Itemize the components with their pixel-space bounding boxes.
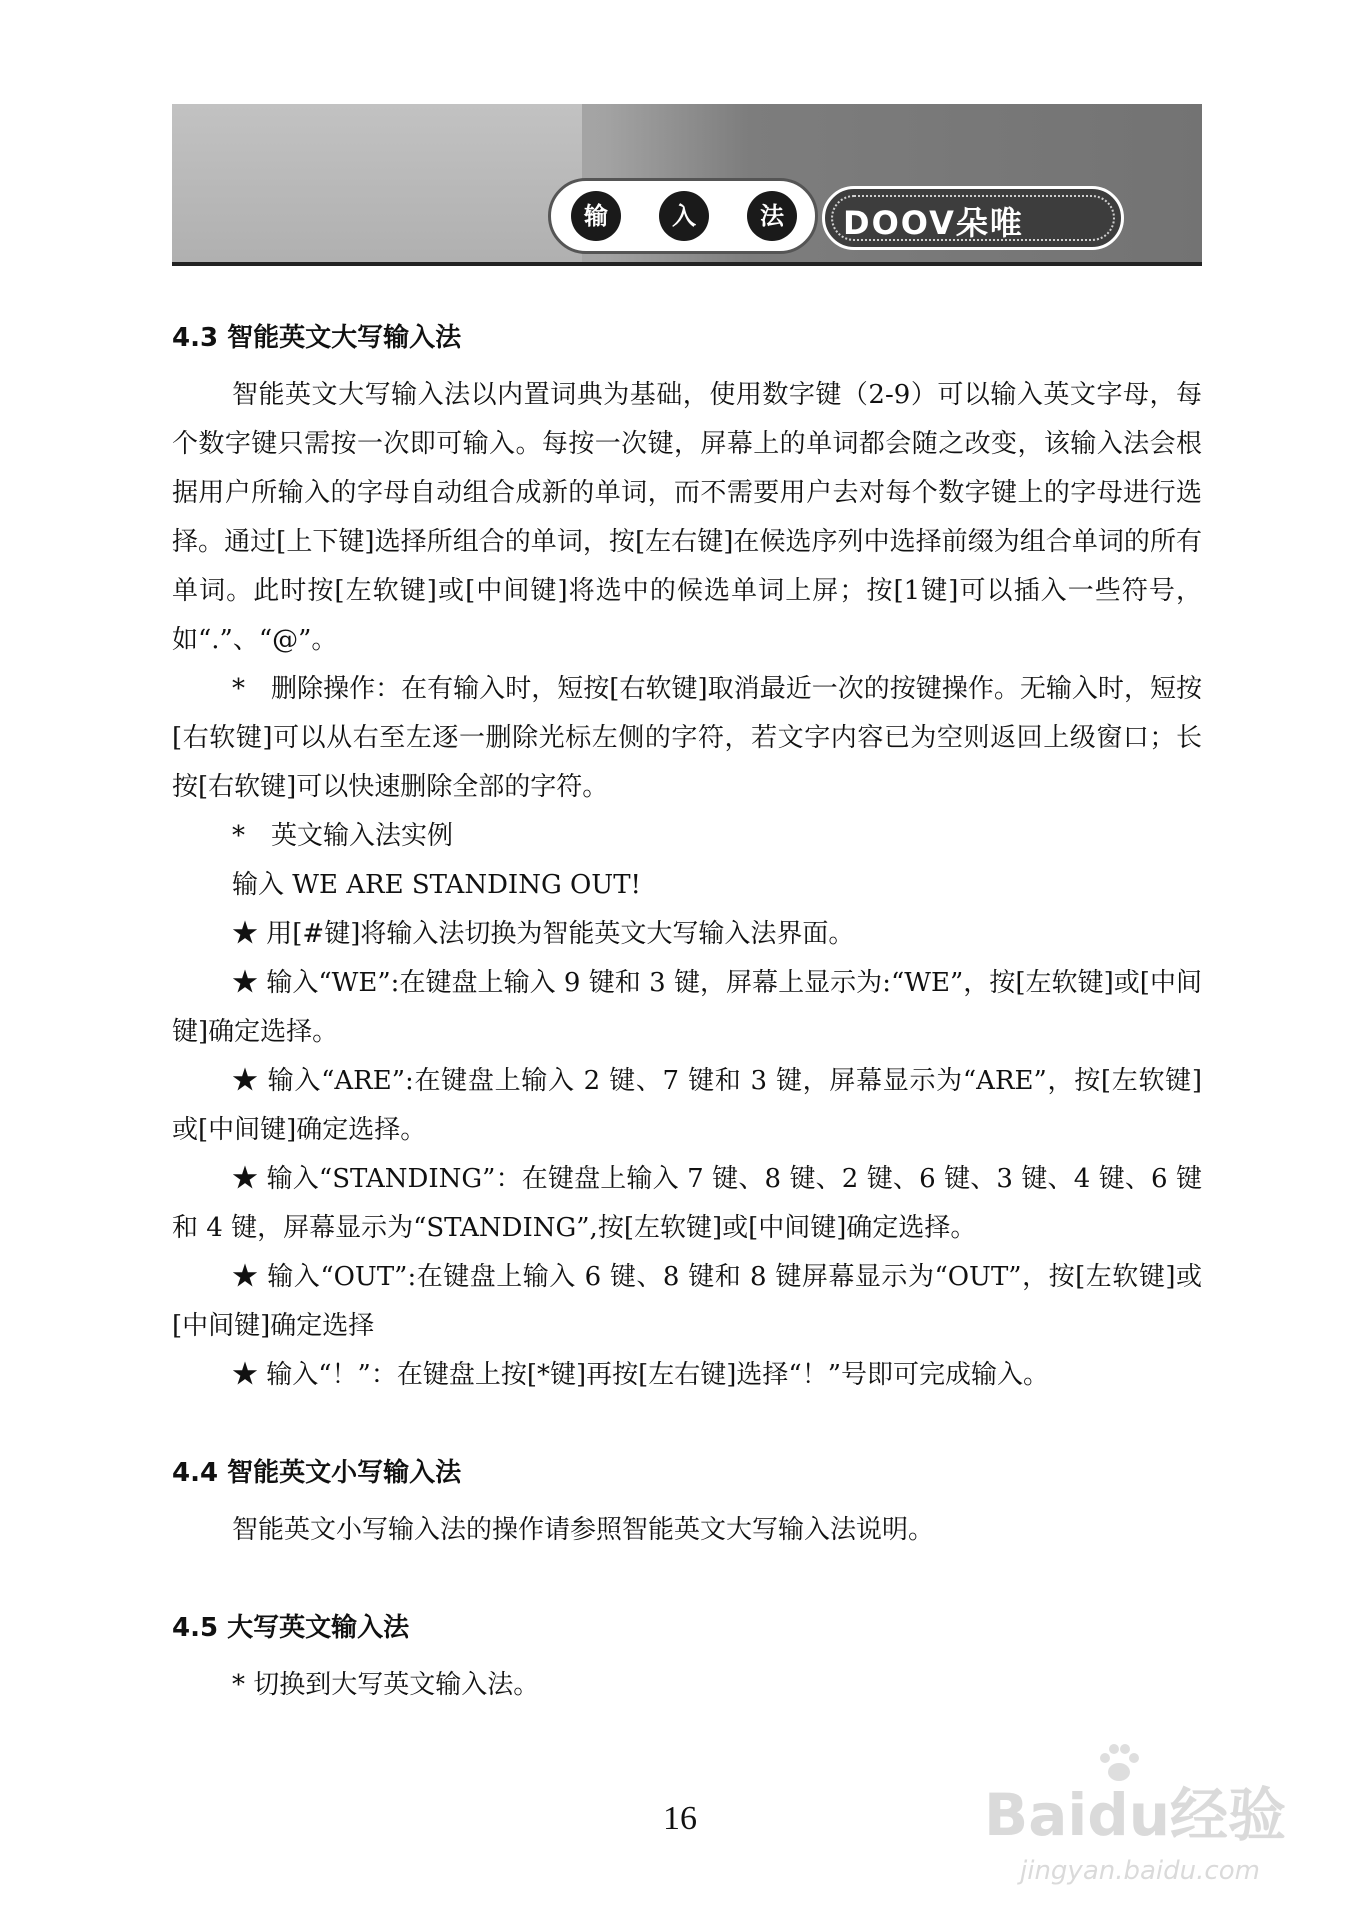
brand-logo bbox=[822, 186, 1124, 250]
paragraph: ★ 输入“WE”:在键盘上输入 9 键和 3 键，屏幕上显示为:“WE”，按[左软键]或[中间键]确定选择。 bbox=[172, 968, 1202, 1047]
section-gap bbox=[172, 1555, 1202, 1604]
brand-logo-text: DOOV朵唯 bbox=[843, 204, 1024, 242]
paragraph: ★ 用[#键]将输入法切换为智能英文大写输入法界面。 bbox=[232, 919, 855, 949]
paragraph: * 切换到大写英文输入法。 bbox=[232, 1670, 540, 1700]
paragraph: * 英文输入法实例 bbox=[232, 821, 454, 851]
paragraph: 输入 WE ARE STANDING OUT! bbox=[232, 870, 642, 900]
baidu-watermark bbox=[984, 1768, 1304, 1908]
header-banner-light-panel bbox=[172, 104, 582, 262]
section-4-4 bbox=[172, 1449, 1202, 1555]
header-chip-3: 法 bbox=[747, 191, 797, 241]
section-gap bbox=[172, 1400, 1202, 1449]
page-content bbox=[172, 314, 1202, 1710]
header-chip-pill bbox=[548, 178, 818, 254]
header-chip-1: 输 bbox=[571, 191, 621, 241]
paragraph: ★ 输入“STANDING”：在键盘上输入 7 键、8 键、2 键、6 键、3 键、4 键、6 键和 4 键，屏幕显示为“STANDING”,按[左软键]或[中间键]确定选择。 bbox=[172, 1164, 1202, 1243]
paragraph: ★ 输入“！”：在键盘上按[*键]再按[左右键]选择“！”号即可完成输入。 bbox=[232, 1360, 1050, 1390]
watermark-url: jingyan.baidu.com bbox=[1020, 1856, 1260, 1886]
section-heading: 4.5 大写英文输入法 bbox=[172, 1613, 410, 1643]
watermark-logo: Baidu经验 bbox=[984, 1781, 1287, 1849]
paragraph: * 删除操作：在有输入时，短按[右软键]取消最近一次的按键操作。无输入时，短按[右软键]可以从右至左逐一删除光标左侧的字符，若文字内容已为空则返回上级窗口；长按[右软键]可以快速删除全部的字符。 bbox=[172, 674, 1202, 802]
section-4-5 bbox=[172, 1604, 1202, 1710]
paragraph: 智能英文大写输入法以内置词典为基础，使用数字键（2-9）可以输入英文字母，每个数字键只需按一次即可输入。每按一次键，屏幕上的单词都会随之改变，该输入法会根据用户所输入的字母自动组合成新的单词，而不需要用户去对每个数字键上的字母进行选择。通过[上下键]选择所组合的单词，按[左右键]在候选序列中选择前缀为组合单词的所有单词。此时按[左软键]或[中间键]将选中的候选单词上屏；按[1键]可以插入一些符号，如“.”、“@”。 bbox=[172, 380, 1202, 655]
paragraph: 智能英文小写输入法的操作请参照智能英文大写输入法说明。 bbox=[232, 1515, 935, 1545]
header-rule bbox=[172, 262, 1202, 266]
section-4-3 bbox=[172, 314, 1202, 1400]
header-chip-2: 入 bbox=[659, 191, 709, 241]
section-heading: 4.3 智能英文大写输入法 bbox=[172, 323, 462, 353]
page-number: 16 bbox=[663, 1800, 697, 1837]
paragraph: ★ 输入“OUT”:在键盘上输入 6 键、8 键和 8 键屏幕显示为“OUT”，按[左软键]或[中间键]确定选择 bbox=[172, 1262, 1202, 1341]
section-heading: 4.4 智能英文小写输入法 bbox=[172, 1458, 462, 1488]
paragraph: ★ 输入“ARE”:在键盘上输入 2 键、7 键和 3 键，屏幕显示为“ARE”，按[左软键]或[中间键]确定选择。 bbox=[172, 1066, 1202, 1145]
